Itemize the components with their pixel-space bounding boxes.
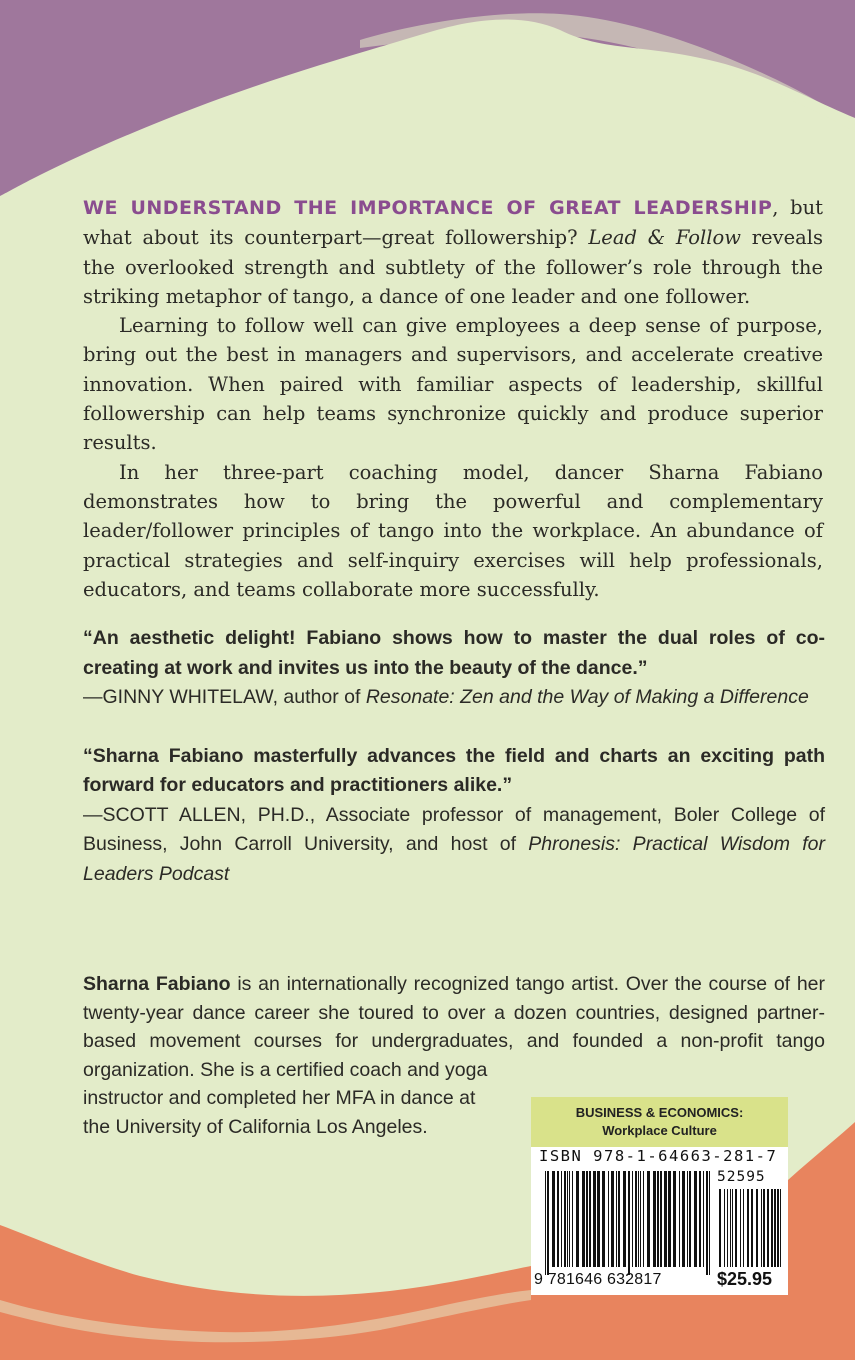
barcode-bar bbox=[557, 1171, 559, 1267]
barcode-bar bbox=[616, 1171, 617, 1267]
endorsement bbox=[83, 742, 825, 890]
category-primary: BUSINESS & ECONOMICS: bbox=[575, 1105, 744, 1120]
endorsement-quote: “Sharna Fabiano masterfully advances the field and charts an exciting path forward for educators and practitioners alike.” bbox=[83, 744, 825, 796]
description-paragraph-2: Learning to follow well can give employees a deep sense of purpose, bring out the best in managers and supervisors, and accelerate creative innovation. When paired with familiar aspects of leadership, skillful followership can help teams synchronize quickly and produce superior results. bbox=[83, 314, 823, 455]
barcode-bar bbox=[572, 1171, 573, 1267]
barcode-bar bbox=[628, 1171, 630, 1275]
barcode-bar bbox=[740, 1189, 741, 1267]
barcode-bar bbox=[689, 1171, 691, 1267]
barcode-bar bbox=[774, 1189, 776, 1267]
barcode-bar bbox=[694, 1171, 697, 1267]
barcode-bar bbox=[761, 1189, 762, 1267]
barcode-bar bbox=[643, 1171, 644, 1267]
book-title: Lead & Follow bbox=[588, 226, 741, 250]
barcode-bar bbox=[756, 1189, 758, 1267]
barcode-bar bbox=[567, 1171, 568, 1267]
barcode-bar bbox=[547, 1171, 549, 1275]
barcode-bar bbox=[589, 1171, 591, 1267]
barcode-bar bbox=[724, 1189, 725, 1267]
barcode-bar bbox=[586, 1171, 588, 1267]
barcode-bar bbox=[640, 1171, 641, 1267]
barcode-bar bbox=[679, 1171, 680, 1267]
barcode-bar bbox=[618, 1171, 620, 1267]
barcode-bar bbox=[699, 1171, 701, 1267]
endorsement-attribution: —SCOTT ALLEN, PH.D., Associate professor of management, Boler College of Business, John Carroll University, and host of Phronesis: Practical Wisdom for Leaders Podcast bbox=[83, 803, 825, 885]
barcode-bar bbox=[735, 1189, 737, 1267]
barcode-bar bbox=[727, 1189, 728, 1267]
ean-digits: 9 781646 632817 bbox=[534, 1271, 662, 1288]
category-secondary: Workplace Culture bbox=[602, 1123, 717, 1138]
barcode-bar bbox=[657, 1171, 659, 1267]
book-description bbox=[83, 193, 823, 604]
barcode-bar bbox=[602, 1171, 605, 1267]
barcode-bar bbox=[763, 1189, 765, 1267]
barcode-bar bbox=[747, 1189, 749, 1267]
barcode-bar bbox=[635, 1171, 637, 1267]
isbn-label: ISBN 978-1-64663-281-7 bbox=[539, 1147, 778, 1165]
barcode-bar bbox=[593, 1171, 596, 1267]
endorsement bbox=[83, 624, 825, 713]
barcode-bar bbox=[687, 1171, 688, 1267]
barcode-bar bbox=[569, 1171, 570, 1267]
barcode-bar bbox=[582, 1171, 585, 1267]
barcode-bar bbox=[647, 1171, 650, 1267]
barcode-bar bbox=[703, 1171, 704, 1267]
barcode-bar bbox=[632, 1171, 633, 1267]
retail-price: $25.95 bbox=[717, 1269, 773, 1289]
barcode-bar bbox=[552, 1171, 555, 1267]
barcode-bar bbox=[597, 1171, 600, 1267]
barcode-bar bbox=[545, 1171, 546, 1275]
barcode-bar bbox=[623, 1171, 626, 1267]
barcode-bar bbox=[730, 1189, 731, 1267]
barcode-bar bbox=[709, 1171, 710, 1275]
author-bio: Sharna Fabiano is an internationally recognized tango artist. Over the course of her twenty-year dance career she toured to over a dozen countries, designed partner- based movement courses for undergraduates, and founded a non-profit tango organization. She is a certified coach and yoga instructor and completed her MFA in dance at the University of California Los Angeles. bbox=[83, 973, 826, 1138]
barcode-bar bbox=[653, 1171, 656, 1267]
endorsement-quote: “An aesthetic delight! Fabiano shows how to master the dual roles of co-creating at work and invites us into the beauty of the dance.” bbox=[83, 627, 825, 679]
barcode-bar bbox=[743, 1189, 744, 1267]
barcode-bar bbox=[561, 1171, 562, 1267]
price-addon-code: 52595 bbox=[717, 1169, 766, 1185]
barcode-bar bbox=[576, 1171, 579, 1267]
description-paragraph-3: In her three-part coaching model, dancer Sharna Fabiano demonstrates how to bring the powerful and complementary leader/follower principles of tango into the workplace. An abundance of practical strategies and self-inquiry exercises will help professionals, educators, and teams collaborate more successfully. bbox=[83, 460, 823, 601]
barcode-bar bbox=[682, 1171, 685, 1267]
barcode-bar bbox=[719, 1189, 721, 1267]
barcode-bar bbox=[777, 1189, 779, 1267]
barcode-bar bbox=[608, 1171, 609, 1267]
endorsement-attribution: —GINNY WHITELAW, author of Resonate: Zen and the Way of Making a Difference bbox=[83, 686, 809, 708]
barcode-bar bbox=[673, 1171, 676, 1267]
subject-category-band bbox=[531, 1097, 788, 1147]
barcode-bar bbox=[706, 1171, 708, 1275]
barcode-bar bbox=[660, 1171, 662, 1267]
barcode-bar bbox=[780, 1189, 781, 1267]
lead-caps-heading: WE UNDERSTAND THE IMPORTANCE OF GREAT LEADERSHIP bbox=[83, 197, 773, 219]
barcode-bar bbox=[732, 1189, 733, 1267]
barcode-box bbox=[531, 1147, 788, 1295]
barcode-bar bbox=[564, 1171, 566, 1267]
barcode-bar bbox=[668, 1171, 671, 1267]
barcode-bar bbox=[664, 1171, 667, 1267]
barcode-bar bbox=[638, 1171, 639, 1267]
barcode-bar bbox=[771, 1189, 773, 1267]
description-paragraph-1: WE UNDERSTAND THE IMPORTANCE OF GREAT LEADERSHIP, but what about its counterpart—great followership? Lead & Follow reveals the overlooked strength and subtlety of the follower’s role through the striking metaphor of tango, a dance of one leader and one follower. bbox=[83, 196, 823, 308]
barcode-bar bbox=[611, 1171, 614, 1267]
barcode-bar bbox=[751, 1189, 753, 1267]
endorsements bbox=[83, 624, 825, 918]
barcode-bar bbox=[767, 1189, 769, 1267]
author-name: Sharna Fabiano bbox=[83, 973, 231, 995]
